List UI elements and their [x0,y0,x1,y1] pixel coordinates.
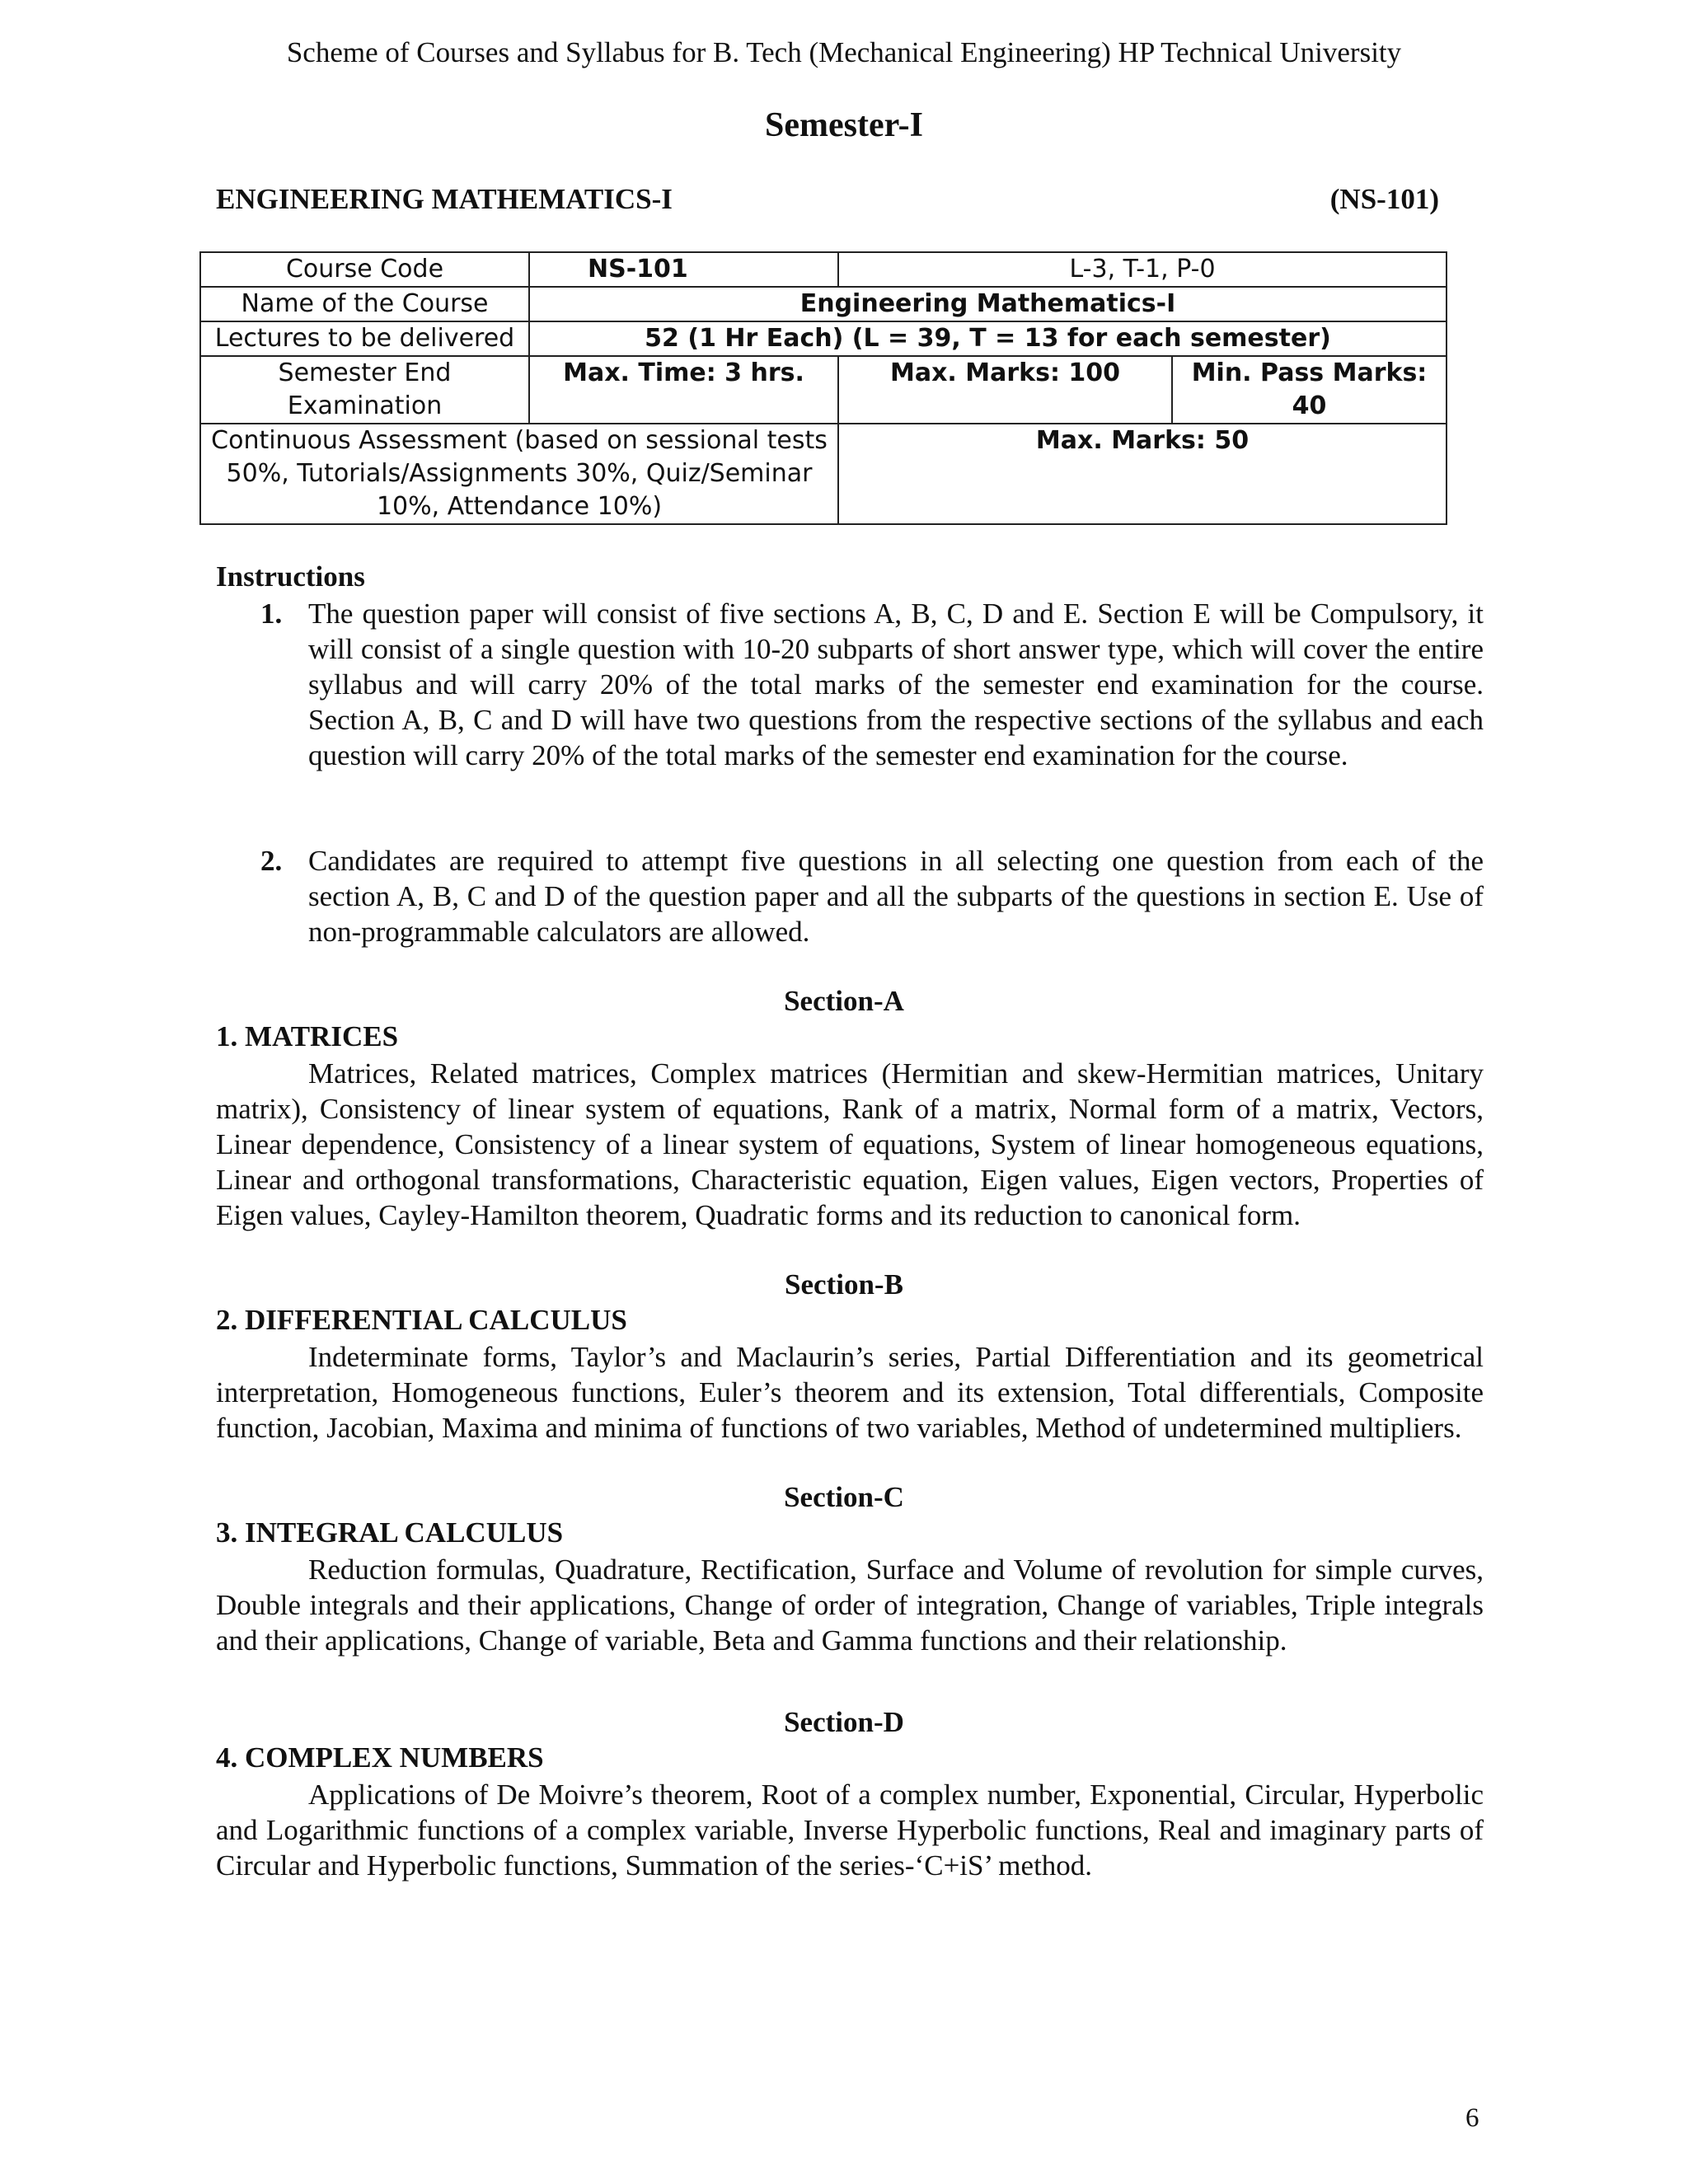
course-heading [216,183,1439,216]
topic-title: 1. MATRICES [216,1020,399,1052]
table-row [200,321,1447,356]
max-time: Max. Time: 3 hrs. [529,356,838,424]
running-header: Scheme of Courses and Syllabus for B. Tech (Mechanical Engineering) HP Technical University [286,36,1402,68]
topic-body: Indeterminate forms, Taylor’s and Maclaurin’s series, Partial Differentiation and its geometrical interpretation, Homogeneous functions, Euler’s theorem and its extension, Total differentials, Composite function, Jacobian, Maxima and minima of functions of two variables, Method of undetermined multipliers. [216,1341,1484,1444]
instruction-item [216,596,1484,773]
instructions-title: Instructions [216,560,365,593]
lectures-label: Lectures to be delivered [200,321,529,356]
instruction-number: 2. [260,845,283,877]
section-heading: Section-B [785,1268,903,1301]
topic-title: 4. COMPLEX NUMBERS [216,1741,544,1774]
course-name-label: Name of the Course [200,287,529,321]
topic-body: Matrices, Related matrices, Complex matrices (Hermitian and skew-Hermitian matrices, Unitary matrix), Consistency of linear system of equations, Rank of a matrix, Normal form of a matrix, Vectors, Linear dependence, Consistency of a linear system of equations, System of linear homogeneous equations, Linear and orthogonal transformations, Characteristic equation, Eigen values, Eigen vectors, Properties of Eigen values, Cayley-Hamilton theorem, Quadratic forms and its reduction to canonical form. [216,1057,1484,1231]
table-row [200,252,1447,287]
section-heading: Section-A [784,985,904,1017]
lectures-value: 52 (1 Hr Each) (L = 39, T = 13 for each semester) [529,321,1447,356]
table-row [200,356,1447,424]
topic-body: Reduction formulas, Quadrature, Rectification, Surface and Volume of revolution for simple curves, Double integrals and their applications, Change of order of integration, Change of variables, Triple integrals and their applications, Change of variable, Beta and Gamma functions and their relationship. [216,1554,1484,1657]
table-row [200,287,1447,321]
ltp-value: L-3, T-1, P-0 [838,252,1447,287]
instruction-number: 1. [260,598,283,630]
page-number: 6 [1465,2103,1479,2133]
course-info-table [199,251,1447,525]
course-code-label: Course Code [200,252,529,287]
topic-body: Applications of De Moivre’s theorem, Root of a complex number, Exponential, Circular, Hyperbolic and Logarithmic functions of a complex variable, Inverse Hyperbolic functions, Real and imaginary parts of Circular and Hyperbolic functions, Summation of the series-‘C+iS’ method. [216,1779,1484,1882]
course-code-value: NS-101 [529,252,838,287]
course-code-heading: (NS-101) [1329,183,1439,215]
topic-title: 2. DIFFERENTIAL CALCULUS [216,1304,627,1336]
instruction-item [216,843,1484,949]
section-heading: Section-C [784,1481,904,1513]
semester-title: Semester-I [764,106,923,144]
topic-title: 3. INTEGRAL CALCULUS [216,1516,564,1549]
instruction-text: The question paper will consist of five sections A, B, C, D and E. Section E will be Compulsory, it will consist of a single question with 10-20 subparts of short answer type, which will cover the entire syllabus and will carry 20% of the total marks of the semester end examination for the course. Section A, B, C and D will have two questions from the respective sections of the syllabus and each question will carry 20% of the total marks of the semester end examination for the course. [308,598,1484,771]
continuous-assessment-label: Continuous Assessment (based on sessional tests 50%, Tutorials/Assignments 30%, Quiz/Seminar 10%, Attendance 10%) [200,424,838,524]
instruction-text: Candidates are required to attempt five questions in all selecting one question from each of the section A, B, C and D of the question paper and all the subparts of the questions in section E. Use of non-programmable calculators are allowed. [308,845,1484,948]
min-pass-marks: Min. Pass Marks: 40 [1172,356,1447,424]
section-heading: Section-D [784,1706,904,1738]
table-row [200,424,1447,524]
continuous-assessment-marks: Max. Marks: 50 [838,424,1447,524]
exam-label: Semester End Examination [200,356,529,424]
course-name-value: Engineering Mathematics-I [529,287,1447,321]
max-marks: Max. Marks: 100 [838,356,1172,424]
course-title: ENGINEERING MATHEMATICS-I [216,183,673,215]
